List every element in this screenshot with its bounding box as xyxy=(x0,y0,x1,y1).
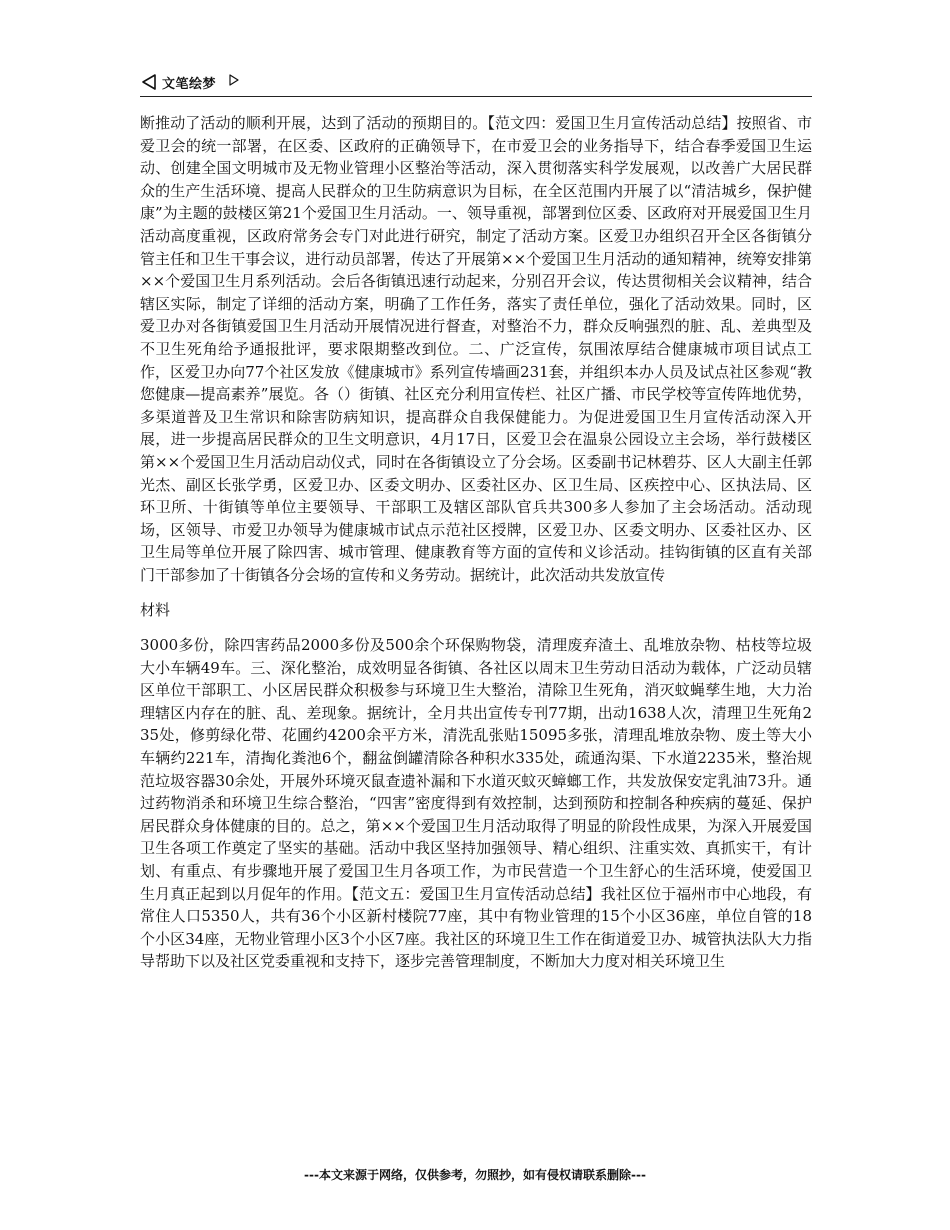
header-brand: 文笔绘梦 xyxy=(162,77,217,92)
body-paragraph-2: 3000多份，除四害药品2000多份及500余个环保购物袋，清理废弃渣土、乱堆放杂物、枯枝等垃圾大小车辆49车。三、深化整治，成效明显各街镇、各社区以周末卫生劳动日活动为载体，广泛动员辖区单位干部职工、小区居民群众积极参与环境卫生大整治，清除卫生死角，消灭蚊蝇孳生地，大力治理辖区内存在的脏、乱、差现象。据统计，全月共出宣传专刊77期，出动1638人次，清理卫生死角235处，修剪绿化带、花圃约4200余平方米，清洗乱张贴15095多张，清理乱堆放杂物、废土等大小车辆约221车，清掏化粪池6个，翻盆倒罐清除各种积水335处，疏通沟渠、下水道2235米，整治规范垃圾容器30余处，开展外环境灭鼠查遗补漏和下水道灭蚊灭蟑螂工作，共发放保安定乳油73升。通过药物消杀和环境卫生综合整治，“四害”密度得到有效控制，达到预防和控制各种疾病的蔓延、保护居民群众身体健康的目的。总之，第××个爱国卫生月活动取得了明显的阶段性成果，为深入开展爱国卫生各项工作奠定了坚实的基础。活动中我区坚持加强领导、精心组织、注重实效、真抓实干，有计划、有重点、有步骤地开展了爱国卫生月各项工作，为市民营造一个卫生舒心的生活环境，使爱国卫生月真正起到以月促年的作用。【范文五：爱国卫生月宣传活动总结】我社区位于福州市中心地段，有常住人口5350人，共有36个小区新村楼院77座，其中有物业管理的15个小区36座，单位自管的18个小区34座，无物业管理小区3个小区7座。我社区的环境卫生工作在街道爱卫办、城管执法队大力指导帮助下以及社区党委重视和支持下，逐步完善管理制度，不断加大力度对相关环境卫生 xyxy=(140,636,812,971)
body-paragraph-1: 断推动了活动的顺利开展，达到了活动的预期目的。【范文四：爱国卫生月宣传活动总结】按照省、市爱卫会的统一部署，在区委、区政府的正确领导下，在市爱卫会的业务指导下，结合春季爱国卫生运动、创建全国文明城市及无物业管理小区整治等活动，深入贯彻落实科学发展观，以改善广大居民群众的生产生活环境、提高人民群众的卫生防病意识为目标，在全区范围内开展了以“清洁城乡，保护健康”为主题的鼓楼区第21个爱国卫生月活动。一、领导重视，部署到位区委、区政府对开展爱国卫生月活动高度重视，区政府常务会专门对此进行研究，制定了活动方案。区爱卫办组织召开全区各街镇分管主任和卫生干事会议，进行动员部署，传达了开展第××个爱国卫生月活动的通知精神，统筹安排第××个爱国卫生月系列活动。会后各街镇迅速行动起来，分别召开会议，传达贯彻相关会议精神，结合辖区实际，制定了详细的活动方案，明确了工作任务，落实了责任单位，强化了活动效果。同时，区爱卫办对各街镇爱国卫生月活动开展情况进行督查，对整治不力，群众反响强烈的脏、乱、差典型及不卫生死角给予通报批评，要求限期整改到位。二、广泛宣传，氛围浓厚结合健康城市项目试点工作，区爱卫办向77个社区发放《健康城市》系列宣传墙画231套，并组织本办人员及试点社区参观“教您健康—提高素养”展览。各（）街镇、社区充分利用宣传栏、社区广播、市民学校等宣传阵地优势，多渠道普及卫生常识和除害防病知识，提高群众自我保健能力。为促进爱国卫生月宣传活动深入开展，进一步提高居民群众的卫生文明意识，4月17日，区爱卫会在温泉公园设立主会场，举行鼓楼区第××个爱国卫生月活动启动仪式，同时在各街镇设立了分会场。区委副书记林碧芬、区人大副主任郭光杰、副区长张学勇，区爱卫办、区委文明办、区委社区办、区卫生局、区疾控中心、区执法局、区环卫所、十街镇等单位主要领导、干部职工及辖区部队官兵共300多人参加了主会场活动。活动现场，区领导、市爱卫办领导为健康城市试点示范社区授牌，区爱卫办、区委文明办、区委社区办、区卫生局等单位开展了除四害、城市管理、健康教育等方面的宣传和义诊活动。挂钩街镇的区直有关部门干部参加了十街镇各分会场的宣传和义务劳动。据统计，此次活动共发放宣传 xyxy=(140,114,812,584)
triangle-left-icon xyxy=(142,74,156,90)
footer-disclaimer: ---本文来源于网络，仅供参考，勿照抄，如有侵权请联系删除--- xyxy=(304,1168,646,1182)
page-header xyxy=(140,70,812,97)
document-body xyxy=(140,112,812,973)
triangle-right-icon xyxy=(229,74,239,86)
section-label: 材料 xyxy=(140,601,171,620)
